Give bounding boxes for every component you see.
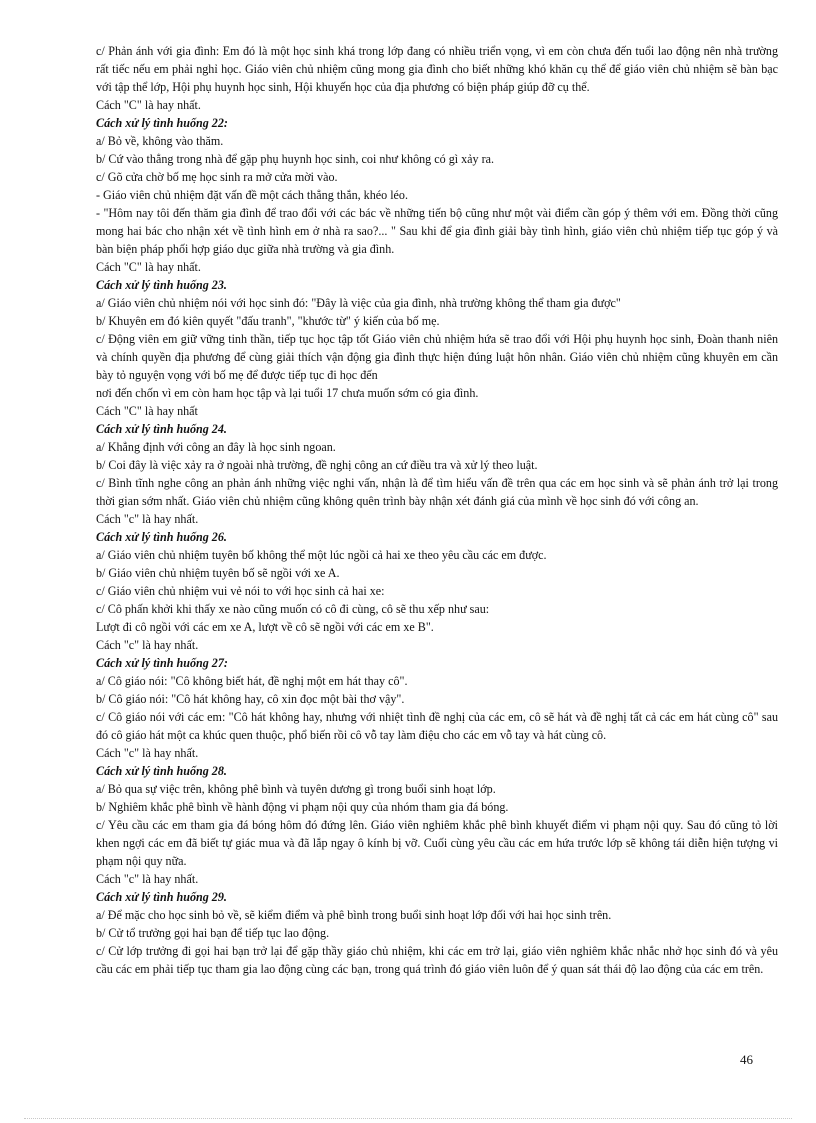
paragraph: c/ Yêu cầu các em tham gia đá bóng hôm đó đứng lên. Giáo viên nghiêm khắc phê bình khuyết điểm vi phạm nội quy. Sau đó cũng tỏ lời khen ngợi các em đã biết tự giác mua và đã lắp ngay ô kính bị vỡ. Cuối cùng yêu cầu các em hứa trước lớp sẽ không tái diễn hiện tượng vi phạm nội quy nữa.: [96, 818, 778, 868]
paragraph: c/ Gõ cửa chờ bố mẹ học sinh ra mở cửa mời vào.: [96, 170, 338, 184]
section-heading: Cách xử lý tình huống 22:: [96, 116, 228, 130]
paragraph: Cách "C" là hay nhất: [96, 404, 198, 418]
page-number: 46: [740, 1052, 753, 1067]
paragraph: Cách "C" là hay nhất.: [96, 260, 201, 274]
paragraph: nơi đến chốn vì em còn ham học tập và lại tuổi 17 chưa muốn sớm có gia đình.: [96, 386, 479, 400]
paragraph: c/ Bình tĩnh nghe công an phản ánh những việc nghi vấn, nhận là để tìm hiểu vấn đề trên qua các em học sinh và sẽ phản ánh trở lại trong thời gian sớm nhất. Giáo viên chủ nhiệm cũng không quên trình bày nhận xét đánh giá của mình về học sinh đó với công an.: [96, 476, 778, 508]
page-bottom-divider: [24, 1118, 792, 1119]
paragraph: b/ Coi đây là việc xảy ra ở ngoài nhà trường, đề nghị công an cứ điều tra và xử lý theo luật.: [96, 458, 538, 472]
paragraph: Lượt đi cô ngồi với các em xe A, lượt về cô sẽ ngồi với các em xe B".: [96, 620, 434, 634]
section-heading: Cách xử lý tình huống 26.: [96, 530, 227, 544]
document-body: [96, 42, 778, 978]
section-heading: Cách xử lý tình huống 24.: [96, 422, 227, 436]
paragraph: Cách "C" là hay nhất.: [96, 98, 201, 112]
paragraph: b/ Cô giáo nói: "Cô hát không hay, cô xin đọc một bài thơ vậy".: [96, 692, 405, 706]
paragraph: b/ Giáo viên chủ nhiệm tuyên bố sẽ ngồi với xe A.: [96, 566, 340, 580]
paragraph: a/ Để mặc cho học sinh bỏ về, sẽ kiểm điểm và phê bình trong buổi sinh hoạt lớp đối với hai học sinh trên.: [96, 908, 612, 922]
paragraph: Cách "c" là hay nhất.: [96, 512, 199, 526]
paragraph: a/ Cô giáo nói: "Cô không biết hát, đề nghị một em hát thay cô".: [96, 674, 408, 688]
paragraph: b/ Cứ vào thẳng trong nhà để gặp phụ huynh học sinh, coi như không có gì xảy ra.: [96, 152, 495, 166]
paragraph: c/ Động viên em giữ vững tinh thần, tiếp tục học tập tốt Giáo viên chủ nhiệm hứa sẽ trao đổi với Hội phụ huynh học sinh, Đoàn thanh niên và chính quyền địa phương để cùng giải thích vận động gia đình thực hiện đúng luật hôn nhân. Giáo viên chủ nhiệm cũng khuyên em cần bày tỏ nguyện vọng với bố mẹ để được tiếp tục đi học đến: [96, 332, 778, 382]
paragraph: c/ Phản ánh với gia đình: Em đó là một học sinh khá trong lớp đang có nhiều triển vọng, vì em còn chưa đến tuổi lao động nên nhà trường rất tiếc nếu em phải nghỉ học. Giáo viên chủ nhiệm cũng mong gia đình cho biết những khó khăn cụ thể để giáo viên chủ nhiệm sẽ bàn bạc với tập thể lớp, Hội phụ huynh học sinh, Hội khuyến học của địa phương có biện pháp giúp đỡ cụ thể.: [96, 44, 778, 94]
paragraph: c/ Giáo viên chủ nhiệm vui vẻ nói to với học sinh cả hai xe:: [96, 584, 385, 598]
section-heading: Cách xử lý tình huống 23.: [96, 278, 227, 292]
paragraph: c/ Cử lớp trưởng đi gọi hai bạn trở lại để gặp thầy giáo chủ nhiệm, khi các em trở lại, giáo viên nghiêm khắc nhắc nhở học sinh đó và yêu cầu các em phải tiếp tục tham gia lao động cùng các bạn, trong quá trình đó giáo viên luôn để ý quan sát thái độ lao động của các em trên.: [96, 944, 778, 976]
paragraph: b/ Nghiêm khắc phê bình về hành động vi phạm nội quy của nhóm tham gia đá bóng.: [96, 800, 509, 814]
paragraph: b/ Khuyên em đó kiên quyết "đấu tranh", "khước từ" ý kiến của bố mẹ.: [96, 314, 440, 328]
section-heading: Cách xử lý tình huống 27:: [96, 656, 228, 670]
section-heading: Cách xử lý tình huống 29.: [96, 890, 227, 904]
paragraph: c/ Cô phấn khởi khi thấy xe nào cũng muốn có cô đi cùng, cô sẽ thu xếp như sau:: [96, 602, 490, 616]
paragraph: Cách "c" là hay nhất.: [96, 638, 199, 652]
paragraph: b/ Cử tổ trưởng gọi hai bạn để tiếp tục lao động.: [96, 926, 330, 940]
section-heading: Cách xử lý tình huống 28.: [96, 764, 227, 778]
paragraph: Cách "c" là hay nhất.: [96, 746, 199, 760]
paragraph: a/ Bỏ qua sự việc trên, không phê bình và tuyên dương gì trong buổi sinh hoạt lớp.: [96, 782, 496, 796]
paragraph: - "Hôm nay tôi đến thăm gia đình để trao đổi với các bác về những tiến bộ cũng như một vài điểm cần góp ý thêm với em. Đồng thời cũng mong hai bác cho nhận xét về tình hình em ở nhà ra sao?... " Sau khi để gia đình giải bày tình hình, giáo viên chủ nhiệm tiếp tục góp ý và bàn biện pháp phối hợp giáo dục giữa nhà trường và gia đình.: [96, 206, 778, 256]
paragraph: a/ Giáo viên chủ nhiệm tuyên bố không thể một lúc ngồi cả hai xe theo yêu cầu các em được.: [96, 548, 547, 562]
paragraph: - Giáo viên chủ nhiệm đặt vấn đề một cách thẳng thắn, khéo léo.: [96, 188, 408, 202]
paragraph: c/ Cô giáo nói với các em: "Cô hát không hay, nhưng với nhiệt tình đề nghị của các em, cô sẽ hát và đề nghị tất cả các em hát cùng cô" sau đó cô giáo hát một ca khúc quen thuộc, phổ biến rồi cô vỗ tay làm điệu cho các em vỗ tay và hát cùng cô.: [96, 710, 778, 742]
paragraph: Cách "c" là hay nhất.: [96, 872, 199, 886]
paragraph: a/ Bỏ về, không vào thăm.: [96, 134, 224, 148]
paragraph: a/ Khẳng định với công an đây là học sinh ngoan.: [96, 440, 336, 454]
paragraph: a/ Giáo viên chủ nhiệm nói với học sinh đó: "Đây là việc của gia đình, nhà trường không thể tham gia được": [96, 296, 621, 310]
